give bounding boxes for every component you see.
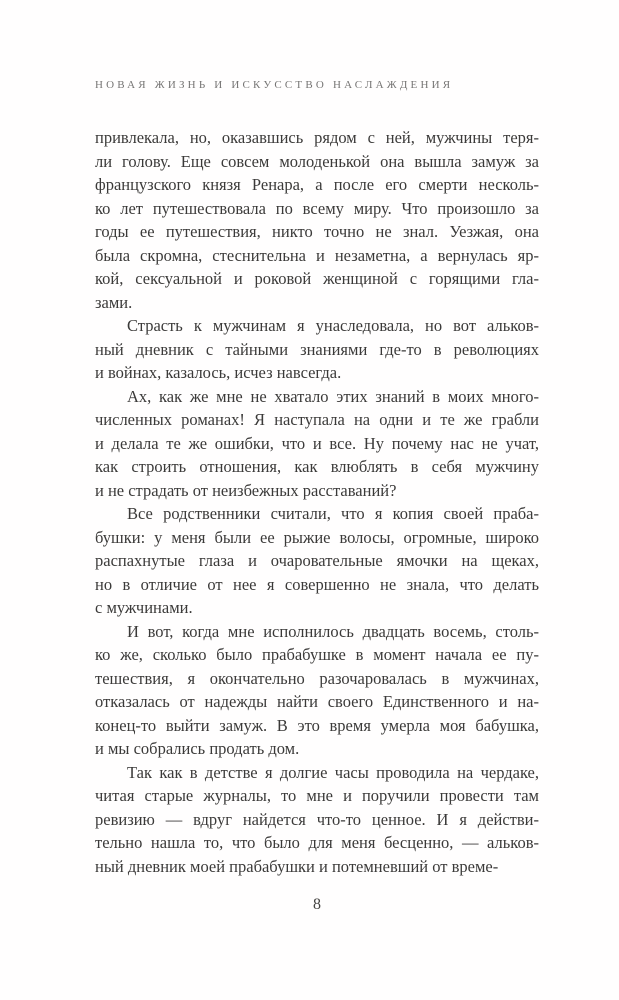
text-line: ный дневник моей прабабушки и потемневший от време- bbox=[95, 856, 499, 876]
text-line: ко же, сколько было прабабушке в момент начала ее пу- bbox=[95, 645, 539, 664]
text-line: ли голову. Еще совсем молоденькой она вышла замуж за bbox=[95, 151, 539, 171]
text-line: кой, сексуальной и роковой женщиной с горящими гла- bbox=[95, 269, 539, 288]
paragraph bbox=[95, 761, 539, 879]
text-line: Все родственники считали, что я копия своей праба- bbox=[127, 504, 539, 523]
text-line: Так как в детстве я долгие часы проводила на чердаке, bbox=[127, 762, 539, 782]
text-line: как строить отношения, как влюблять в себя мужчину bbox=[95, 457, 539, 476]
text-line: читая старые журналы, то мне и поручили провести там bbox=[95, 786, 539, 805]
text-line: и мы собрались продать дом. bbox=[95, 739, 300, 758]
paragraph bbox=[95, 620, 539, 761]
text-line: тешествия, я окончательно разочаровалась в мужчинах, bbox=[95, 668, 539, 688]
body-text bbox=[95, 126, 539, 878]
text-line: Ах, как же мне не хватало этих знаний в моих много- bbox=[127, 386, 539, 406]
text-line: ный дневник с тайными знаниями где-то в революциях bbox=[95, 339, 539, 359]
text-line: распахнутые глаза и очаровательные ямочки на щеках, bbox=[95, 551, 539, 570]
text-line: привлекала, но, оказавшись рядом с ней, мужчины теря- bbox=[95, 128, 539, 147]
text-line: и не страдать от неизбежных расставаний? bbox=[95, 480, 397, 500]
text-line: отказалась от надежды найти своего Единственного и на- bbox=[95, 692, 539, 711]
text-line: была скромна, стеснительна и незаметна, а вернулась яр- bbox=[95, 245, 539, 265]
text-line: зами. bbox=[95, 292, 133, 312]
text-line: ревизию — вдруг найдется что-то ценное. И я действи- bbox=[95, 809, 539, 829]
text-line: но в отличие от нее я совершенно не знала, что делать bbox=[95, 574, 539, 594]
text-line: И вот, когда мне исполнилось двадцать восемь, столь- bbox=[127, 621, 539, 641]
running-header: НОВАЯ ЖИЗНЬ И ИСКУССТВО НАСЛАЖДЕНИЯ bbox=[95, 79, 454, 91]
paragraph bbox=[95, 126, 539, 314]
paragraph bbox=[95, 502, 539, 620]
text-line: и войнах, казалось, исчез навсегда. bbox=[95, 363, 342, 382]
text-line: численных романах! Я наступала на одни и те же грабли bbox=[95, 410, 539, 429]
text-line: конец-то выйти замуж. В это время умерла моя бабушка, bbox=[95, 715, 539, 735]
paragraph bbox=[95, 385, 539, 503]
text-line: Страсть к мужчинам я унаследовала, но вот альков- bbox=[127, 316, 539, 335]
text-line: годы ее путешествия, никто точно не знал. Уезжая, она bbox=[95, 222, 539, 241]
text-line: ко лет путешествовала по всему миру. Что произошло за bbox=[95, 198, 539, 218]
paragraph bbox=[95, 314, 539, 385]
text-line: с мужчинами. bbox=[95, 598, 193, 617]
page-number: 8 bbox=[313, 896, 321, 913]
text-line: тельно нашла то, что было для меня бесценно, — альков- bbox=[95, 833, 539, 852]
text-line: французского князя Ренара, а после его смерти несколь- bbox=[95, 175, 539, 194]
text-line: бушки: у меня были ее рыжие волосы, огромные, широко bbox=[95, 527, 539, 547]
text-line: и делала те же ошибки, что и все. Ну почему нас не учат, bbox=[95, 433, 539, 453]
